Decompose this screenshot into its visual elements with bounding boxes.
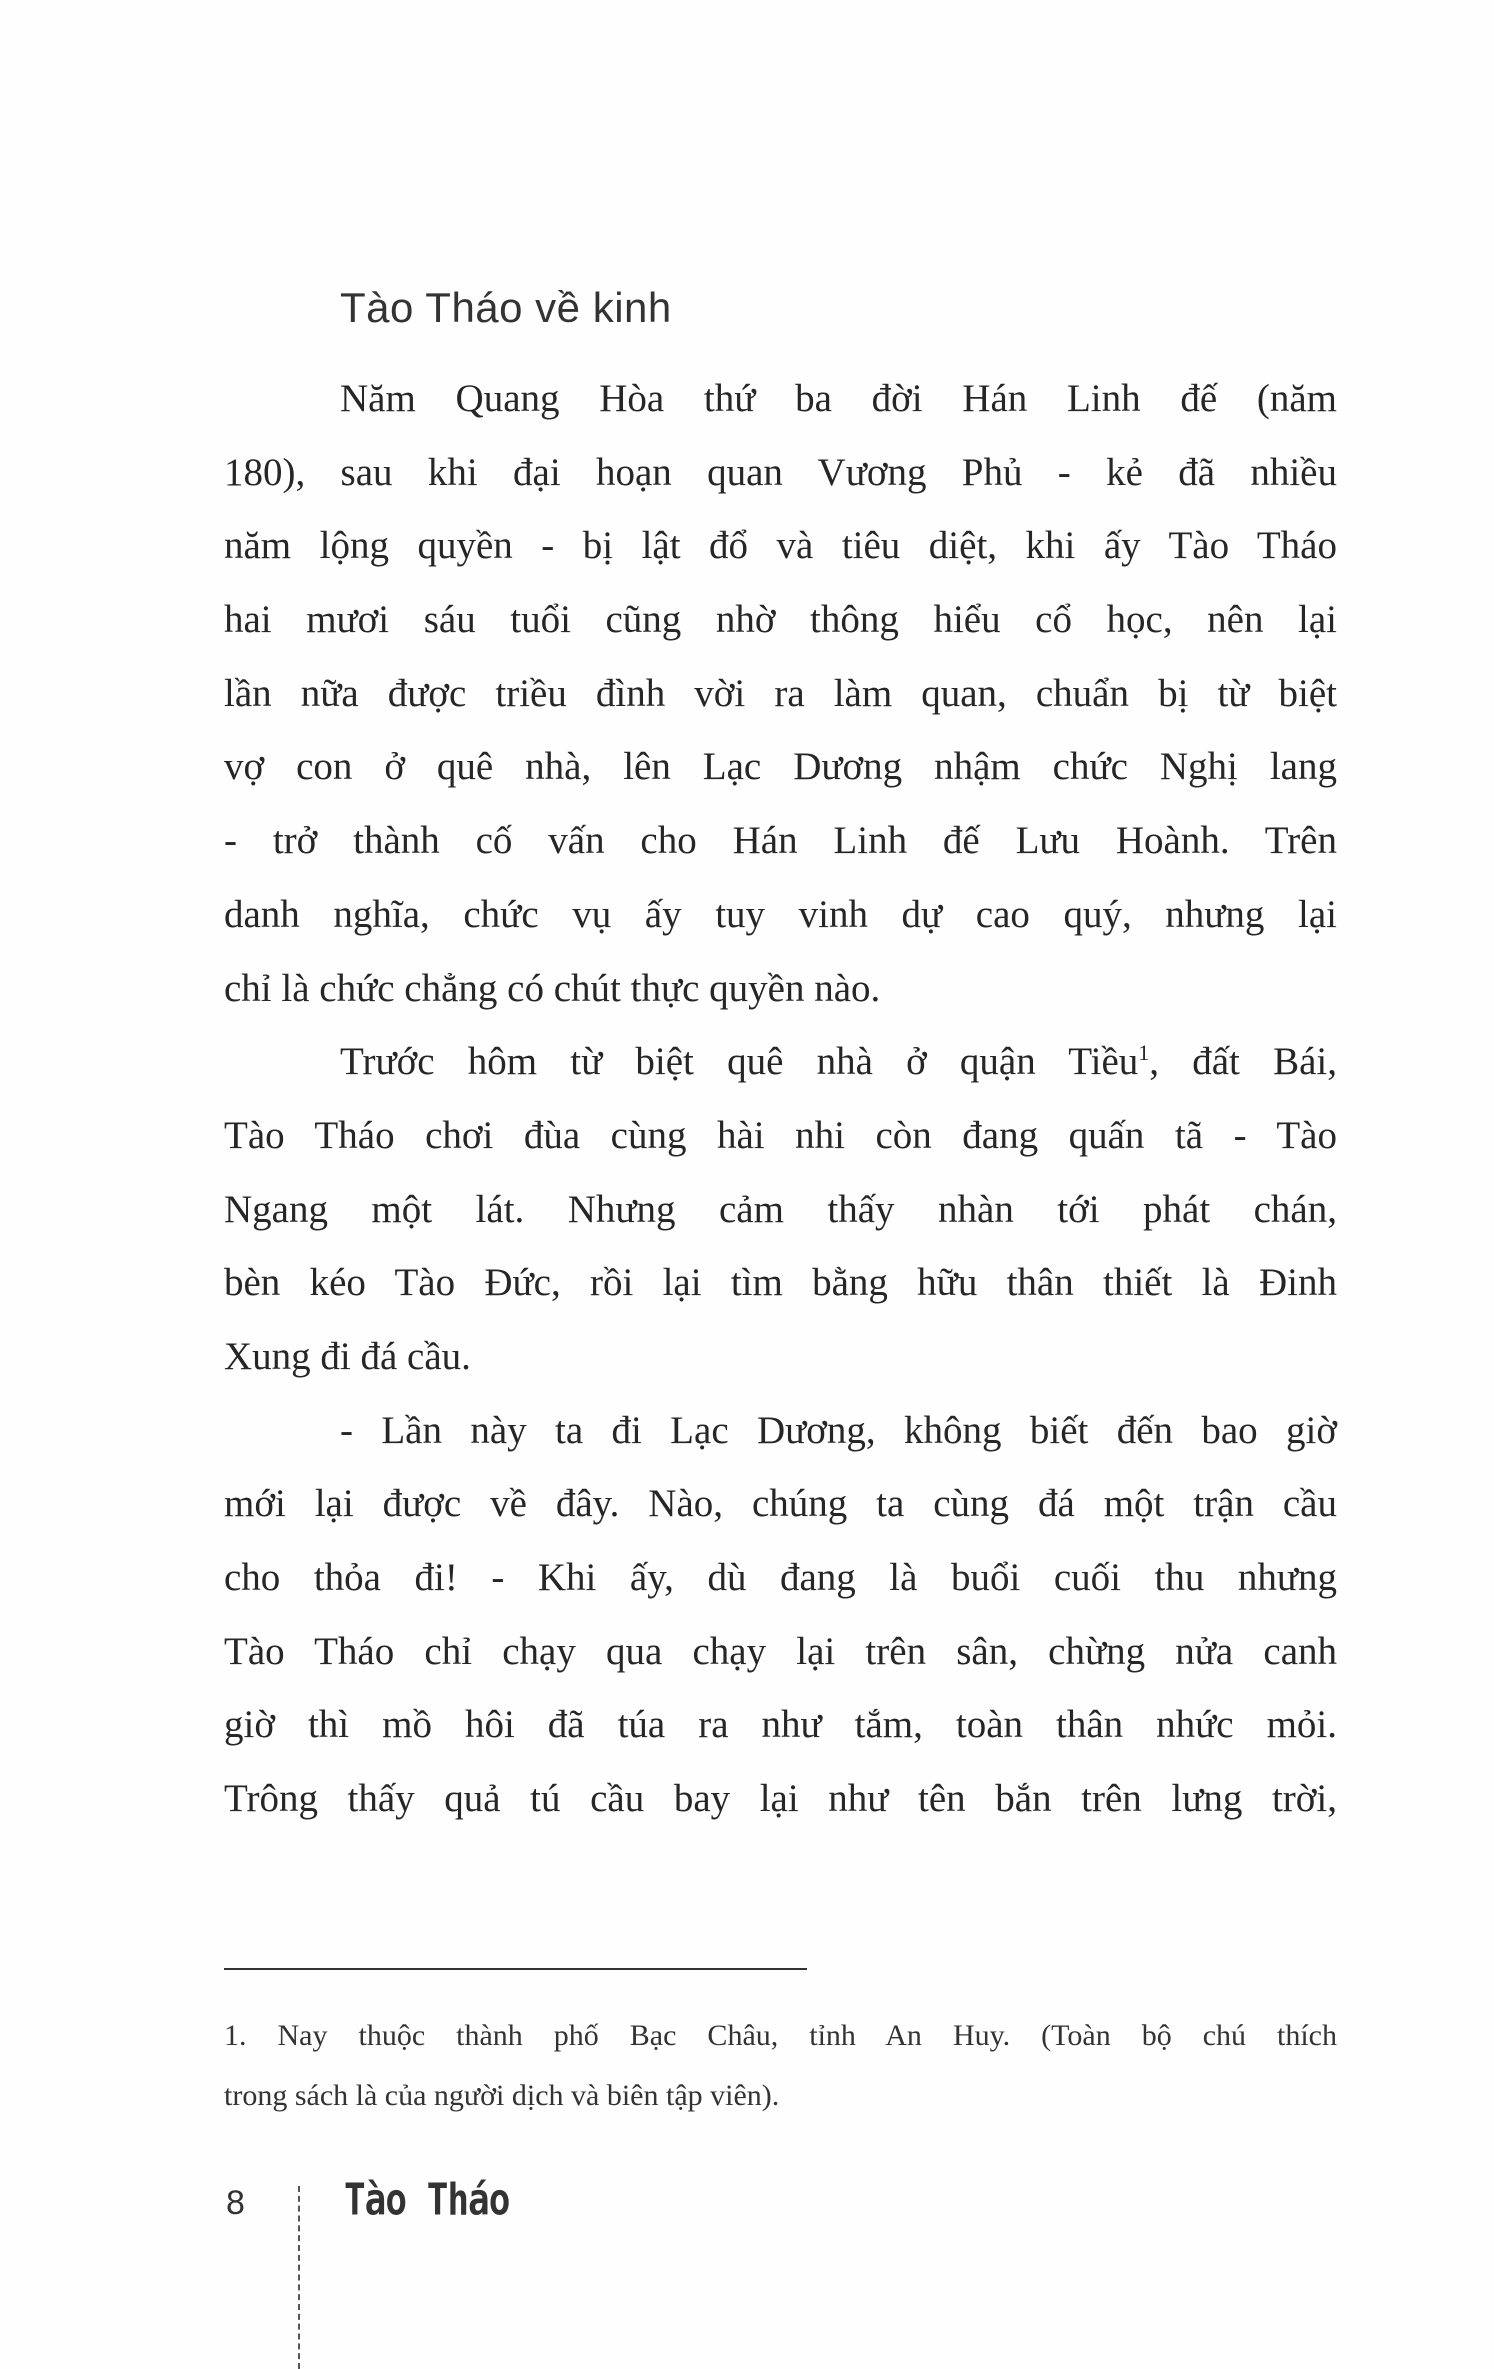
text-line (224, 1025, 1337, 1099)
text-line: - Lần này ta đi Lạc Dương, không biết đến bao giờ (340, 1408, 1337, 1452)
text-line: vợ con ở quê nhà, lên Lạc Dương nhậm chức Nghị lang (224, 745, 1337, 789)
text-line: chỉ là chức chẳng có chút thực quyền nào. (224, 966, 881, 1010)
text-line: Năm Quang Hòa thứ ba đời Hán Linh đế (năm (340, 377, 1337, 420)
section-title: Tào Tháo về kinh (340, 284, 672, 331)
body-text (224, 362, 1337, 1836)
text-line: Trông thấy quả tú cầu bay lại như tên bắn trên lưng trời, (224, 1777, 1337, 1821)
text-line: danh nghĩa, chức vụ ấy tuy vinh dự cao quý, nhưng lại (224, 892, 1337, 936)
text-segment: , đất Bái, (1149, 1040, 1337, 1084)
text-line: bèn kéo Tào Đức, rồi lại tìm bằng hữu thân thiết là Đinh (224, 1261, 1337, 1305)
running-title: Tào Tháo (344, 2175, 510, 2226)
text-line: Xung đi đá cầu. (224, 1334, 471, 1378)
footnote-line: trong sách là của người dịch và biên tập viên). (224, 2079, 780, 2112)
footnote (224, 2006, 1337, 2126)
text-line: - trở thành cố vấn cho Hán Linh đế Lưu Hoành. Trên (224, 819, 1337, 863)
text-segment: Trước hôm từ biệt quê nhà ở quận Tiều (340, 1040, 1139, 1084)
text-line: hai mươi sáu tuổi cũng nhờ thông hiểu cổ học, nên lại (224, 598, 1337, 642)
footnote-divider (224, 1968, 807, 1970)
paragraph-3 (224, 1394, 1337, 1836)
dashed-divider (298, 2186, 300, 2369)
text-line: giờ thì mồ hôi đã túa ra như tắm, toàn thân nhức mỏi. (224, 1703, 1337, 1747)
text-line: Tào Tháo chỉ chạy qua chạy lại trên sân, chừng nửa canh (224, 1629, 1337, 1673)
text-line: Ngang một lát. Nhưng cảm thấy nhàn tới phát chán, (224, 1187, 1337, 1231)
text-line: cho thỏa đi! - Khi ấy, dù đang là buổi cuối thu nhưng (224, 1556, 1337, 1599)
text-line: lần nữa được triều đình vời ra làm quan, chuẩn bị từ biệt (224, 671, 1337, 715)
text-line: năm lộng quyền - bị lật đổ và tiêu diệt, khi ấy Tào Tháo (224, 524, 1337, 568)
text-line: 180), sau khi đại hoạn quan Vương Phủ - kẻ đã nhiều (224, 450, 1337, 494)
paragraph-1 (224, 362, 1337, 1025)
text-line: mới lại được về đây. Nào, chúng ta cùng đá một trận cầu (224, 1482, 1337, 1526)
text-line: Tào Tháo chơi đùa cùng hài nhi còn đang quấn tã - Tào (224, 1113, 1337, 1157)
footnote-line: 1. Nay thuộc thành phố Bạc Châu, tỉnh An Huy. (Toàn bộ chú thích (224, 2019, 1337, 2052)
paragraph-2 (224, 1025, 1337, 1393)
footnote-reference[interactable]: 1 (1138, 1040, 1150, 1066)
page-number: 8 (226, 2184, 245, 2222)
